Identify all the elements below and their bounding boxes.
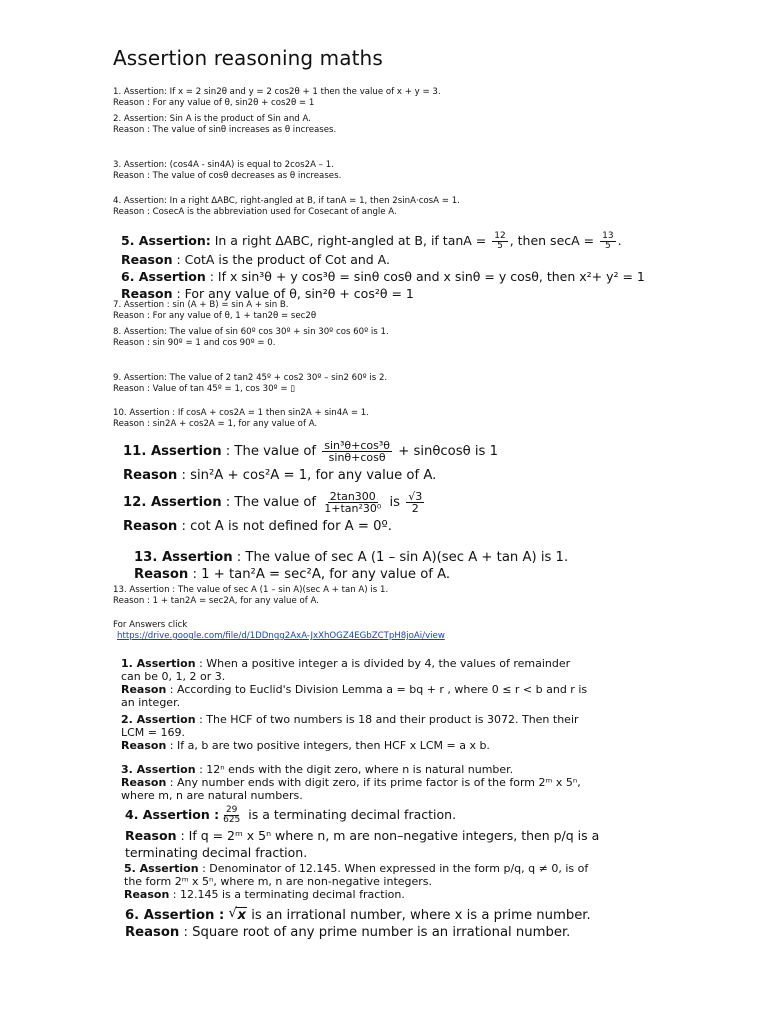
fraction	[322, 491, 383, 514]
set3-question-1	[121, 657, 587, 709]
reason-label: Reason	[125, 828, 177, 843]
assertion-end: .	[617, 233, 622, 248]
reason-text: Reason : CosecA is the abbreviation used for Cosecant of angle A.	[113, 207, 397, 217]
assertion-line	[123, 488, 426, 518]
set3-question-4	[125, 803, 599, 861]
answers-block	[113, 620, 445, 642]
reason-text: Reason : The value of sinθ increases as θ increases.	[113, 125, 337, 135]
question-5	[121, 232, 622, 268]
assertion-text: : The value of	[221, 444, 321, 459]
reason-line	[121, 251, 622, 268]
assertion-line	[123, 437, 498, 467]
fraction-result	[406, 491, 424, 514]
reason-line	[123, 518, 426, 535]
reason-text: : 1 + tan²A = sec²A, for any value of A.	[188, 567, 451, 582]
question-11	[123, 437, 498, 484]
question-6	[121, 268, 645, 302]
fraction-denominator: 2	[411, 501, 419, 515]
fraction-tan	[492, 232, 507, 251]
assertion-line	[125, 907, 591, 924]
reason-label: Reason	[124, 888, 170, 901]
reason-line	[124, 888, 588, 901]
reason-text: : According to Euclid's Division Lemma a = bq + r , where 0 ≤ r < b and r is	[166, 683, 588, 696]
fraction	[322, 440, 392, 463]
reason-label: Reason	[121, 776, 167, 789]
assertion-number: 11. Assertion	[123, 444, 222, 459]
reason-text: : If q = 2ᵐ x 5ⁿ where n, m are non–negative integers, then p/q is a	[176, 828, 600, 843]
reason-text: terminating decimal fraction.	[125, 845, 308, 860]
assertion-text: is	[385, 495, 405, 510]
assertion-text: : The HCF of two numbers is 18 and their product is 3072. Then their	[195, 713, 579, 726]
set3-question-6	[125, 907, 591, 941]
assertion-text: , then secA =	[509, 233, 599, 248]
fraction-denominator: 5	[497, 241, 503, 251]
fraction-denominator: sinθ+cosθ	[328, 450, 386, 464]
assertion-line	[121, 268, 645, 285]
answers-label: For Answers click	[113, 620, 188, 630]
question-7	[113, 300, 316, 322]
assertion-line	[121, 232, 622, 251]
reason-text: : CotA is the product of Cot and A.	[172, 252, 390, 267]
assertion-number: 2. Assertion	[121, 713, 196, 726]
reason-label: Reason	[123, 519, 178, 534]
reason-line	[125, 924, 591, 941]
question-12	[123, 488, 426, 535]
assertion-text: : Denominator of 12.145. When expressed in the form p/q, q ≠ 0, is of	[198, 862, 589, 875]
square-root	[228, 907, 247, 924]
fraction-denominator: 5	[604, 241, 611, 251]
reason-text: Reason : sin 90º = 1 and cos 90º = 0.	[113, 338, 276, 348]
assertion-text: : When a positive integer a is divided by 4, the values of remainder	[195, 657, 571, 670]
assertion-text: the form 2ᵐ x 5ⁿ, where m, n are non-negative integers.	[124, 875, 433, 888]
assertion-text: 1. Assertion: If x = 2 sin2θ and y = 2 cos2θ + 1 then the value of x + y = 3.	[113, 87, 441, 97]
assertion-line	[124, 862, 588, 875]
set3-question-3	[121, 763, 581, 802]
assertion-number: 5. Assertion:	[121, 233, 211, 248]
fraction-numerator: 13	[602, 231, 614, 241]
reason-label: Reason	[121, 286, 173, 301]
assertion-text: 4. Assertion: In a right ΔABC, right-angled at B, if tanA = 1, then 2sinA·cosA = 1.	[113, 196, 460, 206]
radicand: x	[237, 908, 246, 923]
reason-label: Reason	[121, 683, 167, 696]
assertion-line	[121, 657, 587, 670]
assertion-text: can be 0, 1, 2 or 3.	[121, 670, 226, 683]
fraction-numerator: 2tan300	[329, 489, 376, 503]
reason-label: Reason	[121, 252, 173, 267]
fraction	[221, 806, 242, 825]
assertion-text: 9. Assertion: The value of 2 tan2 45º + cos2 30º – sin2 60º is 2.	[113, 373, 388, 383]
reason-text: : Square root of any prime number is an irrational number.	[179, 925, 571, 940]
assertion-number: 6. Assertion :	[125, 908, 225, 923]
assertion-text: 13. Assertion : The value of sec A (1 – sin A)(sec A + tan A) is 1.	[113, 585, 389, 595]
assertion-text: + sinθcosθ is 1	[394, 444, 498, 459]
fraction-numerator: 12	[494, 231, 506, 241]
fraction-numerator: 29	[225, 805, 238, 815]
fraction-numerator: √3	[408, 489, 423, 503]
reason-line	[123, 467, 498, 484]
assertion-line	[121, 763, 581, 776]
question-4	[113, 196, 460, 218]
question-1	[113, 87, 441, 109]
reason-text: Reason : For any value of θ, sin2θ + cos2θ = 1	[113, 98, 315, 108]
radical-icon: √	[228, 906, 237, 921]
question-3	[113, 160, 341, 182]
assertion-number: 1. Assertion	[121, 657, 196, 670]
assertion-number: 3. Assertion	[121, 763, 196, 776]
assertion-text: 8. Assertion: The value of sin 60º cos 30º + sin 30º cos 60º is 1.	[113, 327, 389, 337]
reason-line	[121, 683, 587, 696]
reason-text: : If a, b are two positive integers, then HCF x LCM = a x b.	[166, 739, 490, 752]
assertion-text: 3. Assertion: (cos4A - sin4A) is equal to 2cos2A – 1.	[113, 160, 334, 170]
reason-label: Reason	[134, 567, 189, 582]
assertion-line	[134, 549, 568, 566]
reason-line	[125, 827, 599, 844]
fraction-denominator: 625	[223, 815, 241, 825]
reason-text: : sin²A + cos²A = 1, for any value of A.	[177, 468, 437, 483]
reason-line	[134, 566, 568, 583]
question-2	[113, 114, 336, 136]
assertion-text: 7. Assertion : sin (A + B) = sin A + sin B.	[113, 300, 289, 310]
reason-label: Reason	[121, 739, 167, 752]
question-13-small	[113, 585, 388, 607]
assertion-number: 4. Assertion :	[125, 807, 220, 822]
reason-label: Reason	[125, 925, 180, 940]
reason-text: Reason : sin2A + cos2A = 1, for any value of A.	[113, 419, 318, 429]
fraction-numerator: sin³θ+cos³θ	[324, 438, 391, 452]
assertion-text: In a right ΔABC, right-angled at B, if tanA =	[210, 233, 491, 248]
reason-text: : cot A is not defined for A = 0º.	[177, 519, 392, 534]
set3-question-2	[121, 713, 579, 752]
reason-text: where m, n are natural numbers.	[121, 789, 303, 802]
reason-text: : For any value of θ, sin²θ + cos²θ = 1	[172, 286, 414, 301]
reason-line	[121, 776, 581, 789]
assertion-number: 6. Assertion	[121, 269, 206, 284]
reason-text: Reason : The value of cosθ decreases as θ increases.	[113, 171, 342, 181]
question-10	[113, 408, 369, 430]
assertion-text: : If x sin³θ + y cos³θ = sinθ cosθ and x sinθ = y cosθ, then x²+ y² = 1	[205, 269, 645, 284]
set3-question-5	[124, 862, 588, 901]
page-title: Assertion reasoning maths	[113, 46, 383, 70]
assertion-number: 12. Assertion	[123, 495, 222, 510]
reason-text: : Any number ends with digit zero, if its prime factor is of the form 2ᵐ x 5ⁿ,	[166, 776, 581, 789]
reason-text: Reason : For any value of θ, 1 + tan2θ = sec2θ	[113, 311, 317, 321]
assertion-text: : The value of	[221, 495, 321, 510]
reason-label: Reason	[123, 468, 178, 483]
assertion-text: : The value of sec A (1 – sin A)(sec A + tan A) is 1.	[232, 550, 569, 565]
assertion-text: 2. Assertion: Sin A is the product of Sin and A.	[113, 114, 311, 124]
assertion-number: 5. Assertion	[124, 862, 199, 875]
assertion-text: is a terminating decimal fraction.	[244, 807, 457, 822]
assertion-text: is an irrational number, where x is a prime number.	[247, 908, 591, 923]
question-13	[134, 549, 568, 583]
fraction-denominator: 1+tan²30⁰	[324, 501, 382, 515]
assertion-text: : 12ⁿ ends with the digit zero, where n is natural number.	[195, 763, 514, 776]
assertion-text: LCM = 169.	[121, 726, 186, 739]
reason-line	[121, 739, 579, 752]
assertion-text: 10. Assertion : If cosA + cos2A = 1 then sin2A + sin4A = 1.	[113, 408, 369, 418]
reason-text: Reason : 1 + tan2A = sec2A, for any value of A.	[113, 596, 319, 606]
assertion-number: 13. Assertion	[134, 550, 233, 565]
question-9	[113, 373, 387, 395]
answers-link[interactable]: https://drive.google.com/file/d/1DDngg2AxA-JxXhOGZ4EGbZCTpH8joAi/view	[117, 631, 445, 641]
assertion-line	[121, 713, 579, 726]
question-8	[113, 327, 389, 349]
assertion-line	[125, 803, 599, 827]
reason-text: Reason : Value of tan 45º = 1, cos 30º = ▯	[113, 384, 295, 394]
fraction-sec	[600, 232, 615, 251]
reason-text: : 12.145 is a terminating decimal fraction.	[169, 888, 405, 901]
reason-text: an integer.	[121, 696, 181, 709]
